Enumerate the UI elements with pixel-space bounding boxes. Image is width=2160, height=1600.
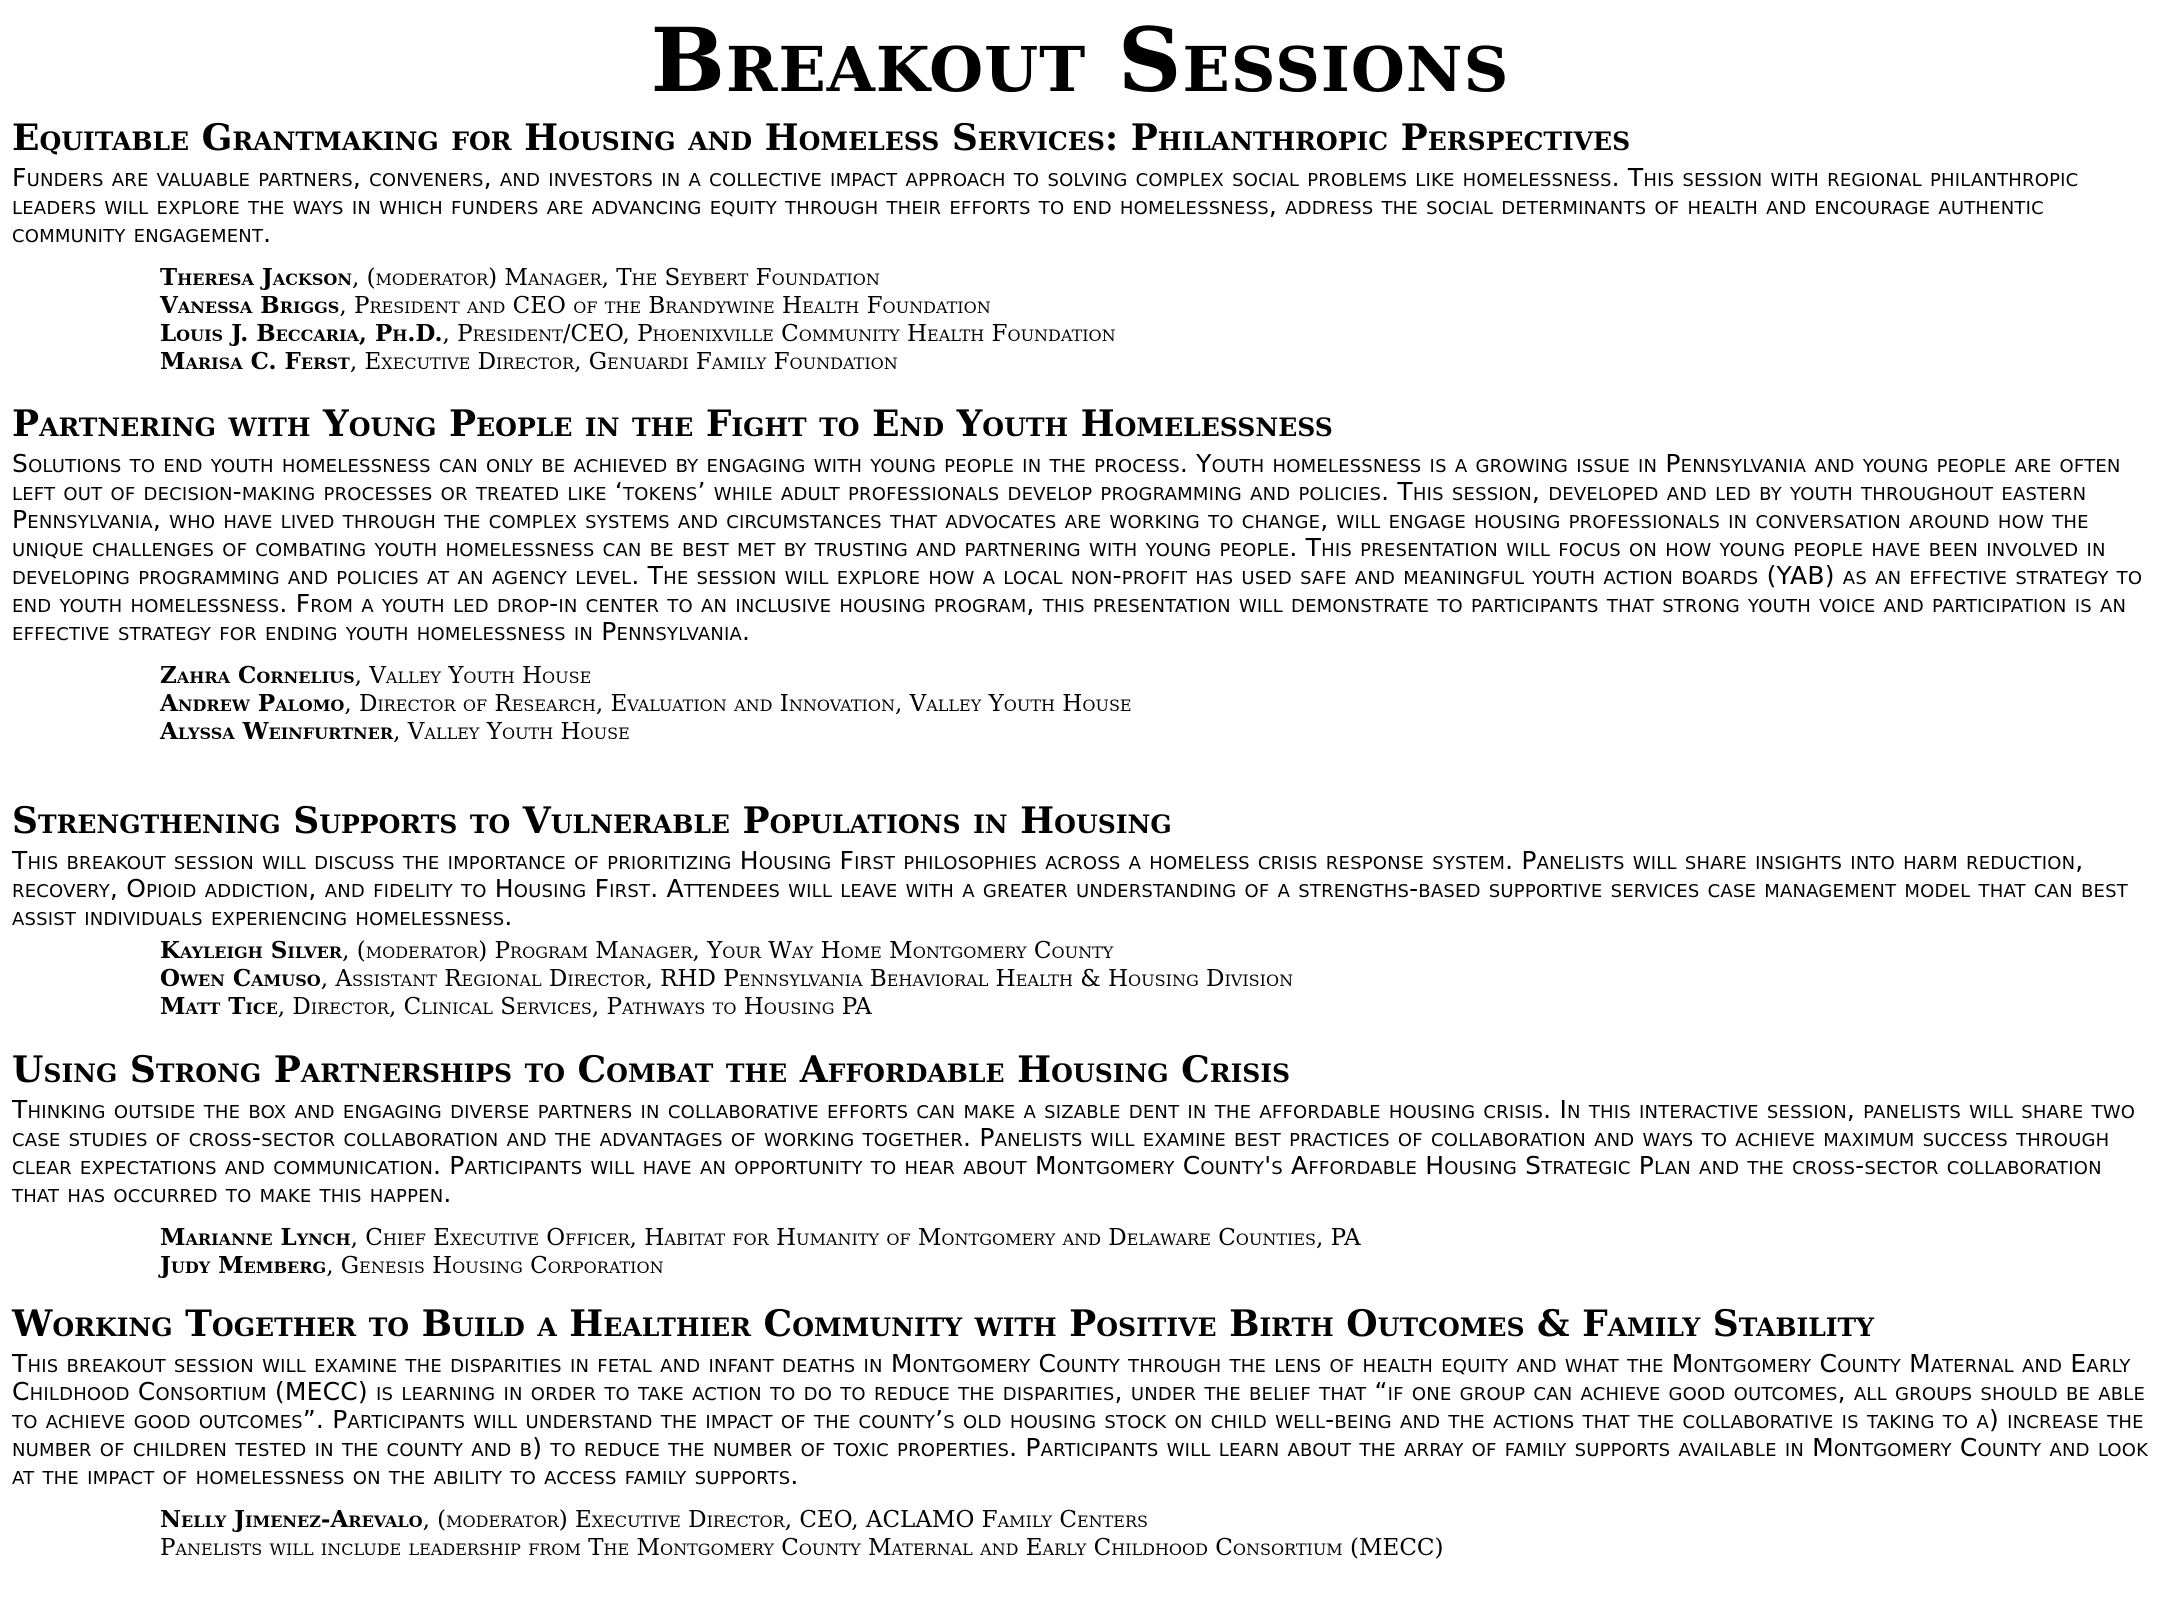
speaker-role: , (moderator) Program Manager, Your Way Home Montgomery County [342,938,1114,964]
speaker-list [160,662,2152,746]
speaker-role: , Executive Director, Genuardi Family Foundation [349,349,898,375]
speaker-name: Judy Memberg [160,1252,327,1279]
session-title: Partnering with Young People in the Fight to End Youth Homelessness [12,403,1333,445]
speaker-item [160,937,2152,965]
session-youth-homelessness [12,402,2152,746]
speaker-name: Nelly Jimenez-Arevalo [160,1506,423,1533]
speaker-name: Andrew Palomo [160,690,345,717]
speaker-list [160,264,2152,376]
speaker-item [160,690,2152,718]
session-description: Funders are valuable partners, conveners, and investors in a collective impact approach to solving complex social problems like homelessness. This session with regional philanthropic leaders will explore the ways in which funders are advancing equity through their efforts to end homelessness, address the social determinants of health and encourage authentic community engagement. [12,163,2079,248]
speaker-list [160,1506,2152,1562]
speaker-item [160,1534,2152,1562]
session-description: Solutions to end youth homelessness can only be achieved by engaging with young people in the process. Youth homelessness is a growing issue in Pennsylvania and young people are often left out of decision-making processes or treated like ‘tokens’ while adult professionals develop programming and policies. This session, developed and led by youth throughout eastern Pennsylvania, who have lived through the complex systems and circumstances that advocates are working to change, will engage housing professionals in conversation around how the unique challenges of combating youth homelessness can be best met by trusting and partnering with young people. This presentation will focus on how young people have been involved in developing programming and policies at an agency level. The session will explore how a local non-profit has used safe and meaningful youth action boards (YAB) as an effective strategy to end youth homelessness. From a youth led drop-in center to an inclusive housing program, this presentation will demonstrate to participants that strong youth voice and participation is an effective strategy for ending youth homelessness in Pennsylvania. [12,449,2143,646]
session-title: Equitable Grantmaking for Housing and Homeless Services: Philanthropic Perspectives [12,117,1631,159]
speaker-item [160,264,2152,292]
speaker-item [160,292,2152,320]
speaker-item [160,662,2152,690]
speaker-item [160,718,2152,746]
session-affordable-housing [12,1048,2152,1280]
speaker-role: , Director of Research, Evaluation and Innovation, Valley Youth House [344,691,1132,717]
speaker-item [160,348,2152,376]
speaker-name: Alyssa Weinfurtner [160,718,394,745]
speaker-list [160,937,2152,1021]
speaker-name: Vanessa Briggs [160,292,340,319]
speaker-role: , Genesis Housing Corporation [326,1253,664,1279]
speaker-list [160,1224,2152,1280]
speaker-item [160,1506,2152,1534]
speaker-role: , Valley Youth House [393,719,630,745]
speaker-role: , President and CEO of the Brandywine Health Foundation [339,293,991,319]
session-description: Thinking outside the box and engaging diverse partners in collaborative efforts can make a sizable dent in the affordable housing crisis. In this interactive session, panelists will share two case studies of cross-sector collaboration and the advantages of working together. Panelists will examine best practices of collaboration and ways to achieve maximum success through clear expectations and communication. Participants will have an opportunity to hear about Montgomery County's Affordable Housing Strategic Plan and the cross-sector collaboration that has occurred to make this happen. [12,1095,2136,1208]
session-title: Using Strong Partnerships to Combat the Affordable Housing Crisis [12,1049,1291,1091]
session-description: This breakout session will examine the disparities in fetal and infant deaths in Montgomery County through the lens of health equity and what the Montgomery County Maternal and Early Childhood Consortium (MECC) is learning in order to take action to do to reduce the disparities, under the belief that “if one group can achieve good outcomes, all groups should be able to achieve good outcomes”. Participants will understand the impact of the county’s old housing stock on child well-being and the actions that the collaborative is taking to a) increase the number of children tested in the county and b) to reduce the number of toxic properties. Participants will learn about the array of family supports available in Montgomery County and look at the impact of homelessness on the ability to access family supports. [12,1349,2149,1490]
session-healthier-community [12,1302,2152,1562]
speaker-role: , Assistant Regional Director, RHD Pennsylvania Behavioral Health & Housing Division [320,966,1294,992]
speaker-role: Panelists will include leadership from The Montgomery County Maternal and Early Childhood Consortium (MECC) [160,1535,1444,1561]
page-title: Breakout Sessions [650,8,1510,112]
speaker-name: Marianne Lynch [160,1224,351,1251]
speaker-role: , Valley Youth House [354,663,592,689]
session-title: Strengthening Supports to Vulnerable Populations in Housing [12,800,1172,842]
speaker-item [160,1252,2152,1280]
speaker-role: , Chief Executive Officer, Habitat for Humanity of Montgomery and Delaware Counties, PA [350,1225,1361,1251]
speaker-role: , President/CEO, Phoenixville Community Health Foundation [442,321,1116,347]
speaker-role: , (moderator) Manager, The Seybert Foundation [351,265,880,291]
speaker-role: , Director, Clinical Services, Pathways to Housing PA [277,994,872,1020]
speaker-name: Marisa C. Ferst [160,348,350,375]
speaker-role: , (moderator) Executive Director, CEO, ACLAMO Family Centers [422,1507,1148,1533]
session-description: This breakout session will discuss the importance of prioritizing Housing First philosophies across a homeless crisis response system. Panelists will share insights into harm reduction, recovery, Opioid addiction, and fidelity to Housing First. Attendees will leave with a greater understanding of a strengths-based supportive services case management model that can best assist individuals experiencing homelessness. [12,846,2128,931]
speaker-item [160,320,2152,348]
session-title: Working Together to Build a Healthier Community with Positive Birth Outcomes & Family Stability [12,1303,1874,1345]
speaker-item [160,965,2152,993]
speaker-name: Zahra Cornelius [160,662,355,689]
session-equitable-grantmaking [12,116,2152,376]
speaker-name: Owen Camuso [160,965,321,992]
speaker-name: Kayleigh Silver [160,937,343,964]
speaker-name: Louis J. Beccaria, Ph.D. [160,320,443,347]
speaker-item [160,993,2152,1021]
speaker-item [160,1224,2152,1252]
session-vulnerable-populations [12,799,2152,1021]
speaker-name: Theresa Jackson [160,264,352,291]
speaker-name: Matt Tice [160,993,278,1020]
